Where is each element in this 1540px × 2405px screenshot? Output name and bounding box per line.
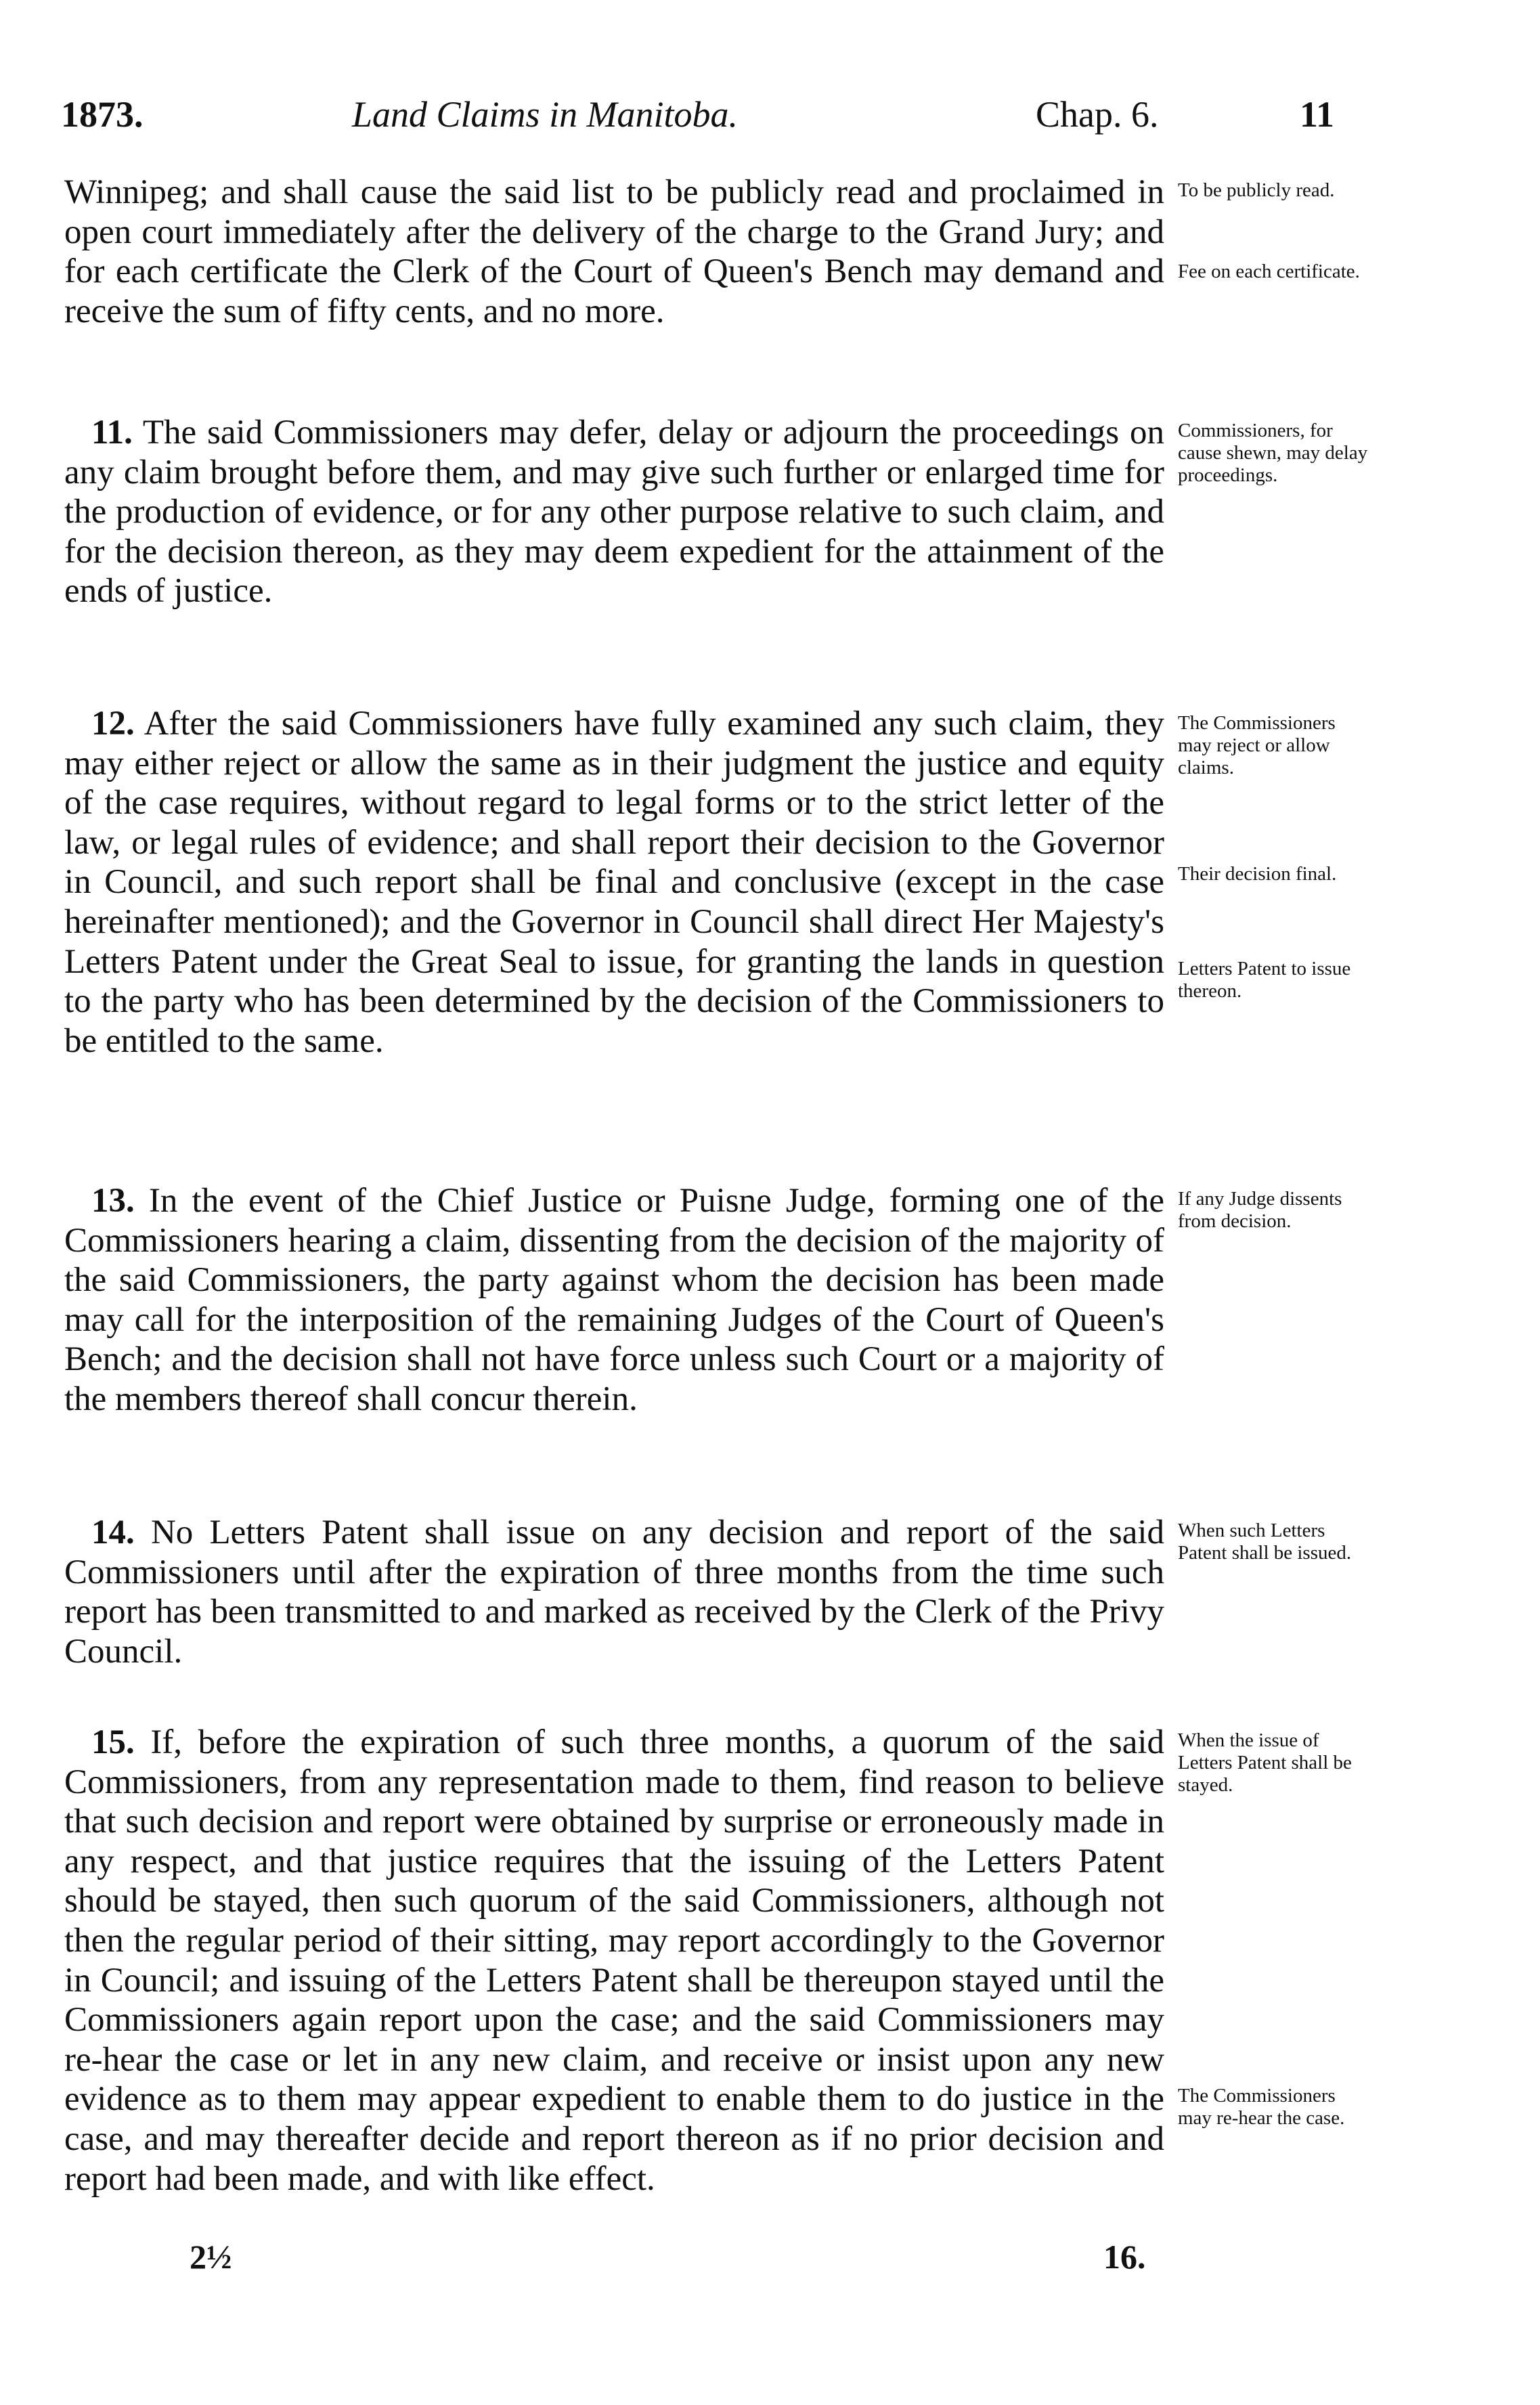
paragraph-continuation bbox=[64, 173, 1164, 331]
section-text: The said Commissioners may defer, delay or adjourn the proceedings on any claim brought before them, and may give such further or enlarged time for the production of evidence, or for any other purpose relative to such claim, and for the decision thereon, as they may deem expedient for the attainment of the ends of justice. bbox=[64, 414, 1164, 611]
section-text: In the event of the Chief Justice or Puisne Judge, forming one of the Commissioners hearing a claim, dissenting from the decision of the majority of the said Commissioners, the party against whom the decision has been made may call for the interposition of the remaining Judges of the Court of Queen's Bench; and the decision shall not have force unless such Court or a majority of the members thereof shall concur therein. bbox=[64, 1182, 1164, 1418]
margin-note: The Commissioners may reject or allow claims. bbox=[1178, 712, 1336, 778]
header-title: Land Claims in Manitoba. bbox=[352, 94, 739, 135]
running-header bbox=[61, 93, 1347, 141]
section-number: 12. bbox=[91, 705, 135, 743]
section-number: 14. bbox=[91, 1514, 135, 1551]
margin-note: To be publicly read. bbox=[1178, 179, 1335, 201]
margin-note: If any Judge dissents from decision. bbox=[1178, 1188, 1342, 1232]
margin-note: When the issue of Letters Patent shall be stayed. bbox=[1178, 1729, 1352, 1796]
section-number: 15. bbox=[91, 1723, 135, 1761]
header-chapter: Chap. 6. bbox=[1036, 94, 1159, 135]
margin-note: Commissioners, for cause shewn, may delay proceedings. bbox=[1178, 420, 1368, 486]
section-11 bbox=[64, 413, 1164, 611]
catchword: 16. bbox=[1103, 2238, 1146, 2276]
margin-note: Fee on each certificate. bbox=[1178, 261, 1360, 282]
signature-mark: 2½ bbox=[190, 2238, 232, 2276]
section-text: No Letters Patent shall issue on any decision and report of the said Commissioners until after the expiration of three months from the time such report has been transmitted to and marked as received by the Clerk of the Privy Council. bbox=[64, 1514, 1165, 1671]
section-13 bbox=[64, 1181, 1164, 1419]
section-15 bbox=[64, 1723, 1164, 2199]
section-text: After the said Commissioners have fully examined any such claim, they may either reject or allow the same as in their judgment the justice and equity of the case requires, without regard to legal forms or to the strict letter of the law, or legal rules of evidence; and shall report their decision to the Governor in Council, and such report shall be final and conclusive (except in the case hereinafter mentioned); and the Governor in Council shall direct Her Majesty's Letters Patent under the Great Seal to issue, for granting the lands in question to the party who has been determined by the decision of the Commissioners to be entitled to the same. bbox=[64, 705, 1164, 1060]
margin-note: Their decision final. bbox=[1178, 863, 1337, 885]
section-14 bbox=[64, 1513, 1164, 1671]
section-text: If, before the expiration of such three months, a quorum of the said Commissioners, from any representation made to them, find reason to believe that such decision and report were obtained by surprise or erroneously made in any respect, and that justice requires that the issuing of the Letters Patent should be stayed, then such quorum of the said Commissioners, although not then the regular period of their sitting, may report accordingly to the Governor in Council; and issuing of the Letters Patent shall be thereupon stayed until the Commissioners again report upon the case; and the said Commissioners may re-hear the case or let in any new claim, and receive or insist upon any new evidence as to them may appear expedient to enable them to do justice in the case, and may thereafter decide and report thereon as if no prior decision and report had been made, and with like effect. bbox=[64, 1723, 1165, 2198]
paragraph-text: Winnipeg; and shall cause the said list to be publicly read and proclaimed in open court immediately after the delivery of the charge to the Grand Jury; and for each certificate the Clerk of the Court of Queen's Bench may demand and receive the sum of fifty cents, and no more. bbox=[64, 173, 1164, 330]
section-number: 11. bbox=[91, 414, 133, 451]
header-page-number: 11 bbox=[1300, 94, 1335, 135]
margin-note: Letters Patent to issue thereon. bbox=[1178, 958, 1351, 1002]
section-number: 13. bbox=[91, 1182, 135, 1220]
margin-note: When such Letters Patent shall be issued. bbox=[1178, 1520, 1352, 1564]
margin-note: The Commissioners may re-hear the case. bbox=[1178, 2085, 1345, 2129]
section-12 bbox=[64, 704, 1164, 1061]
header-year: 1873. bbox=[61, 94, 144, 135]
